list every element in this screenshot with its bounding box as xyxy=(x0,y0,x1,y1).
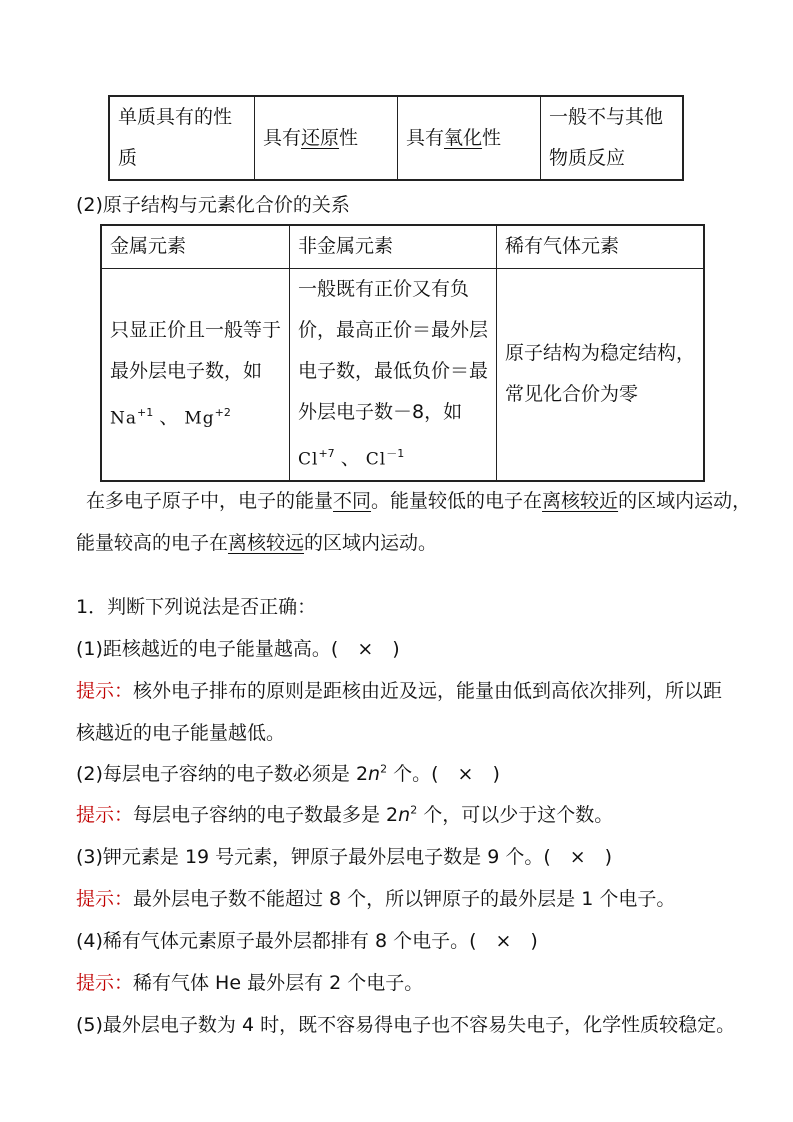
table-cell xyxy=(109,96,255,180)
variable: n xyxy=(368,763,381,785)
hint-line xyxy=(76,968,423,995)
valence-sup: +1 xyxy=(137,405,154,419)
question-heading: 1．判断下列说法是否正确： xyxy=(76,596,317,618)
table-cell xyxy=(541,96,684,180)
cell-text: 具有 xyxy=(263,126,302,149)
variable: n xyxy=(398,804,411,826)
element-symbol: Mg xyxy=(184,407,215,428)
section-heading: (2)原子结构与元素化合价的关系 xyxy=(76,194,350,216)
cell-text: 物质反应 xyxy=(549,147,626,169)
separator: 、 xyxy=(340,446,360,469)
hint-text: 每层电子容纳的电子数最多是 2 xyxy=(133,804,399,826)
cell-text: 一般既有正价又有负 xyxy=(298,277,470,300)
hint-label: 提示： xyxy=(76,804,134,826)
separator: 、 xyxy=(159,405,179,428)
valence-examples xyxy=(110,392,281,439)
header-cell: 金属元素 xyxy=(101,225,290,268)
cell-text: 外层电子数－8，如 xyxy=(298,400,463,423)
hint-text: 稀有气体 He 最外层有 2 个电子。 xyxy=(133,972,424,994)
cell-text: 价，最高正价＝最外层 xyxy=(298,318,489,341)
cell-text: 原子结构为稳定结构， xyxy=(505,342,696,365)
text: 。能量较低的电子在 xyxy=(371,490,543,512)
text: (2)每层电子容纳的电子数必须是 2 xyxy=(76,763,369,785)
hint-label: 提示： xyxy=(76,972,134,994)
properties-table xyxy=(108,95,684,181)
underlined-answer: 离核较近 xyxy=(542,490,619,512)
valence-sup: +2 xyxy=(214,405,231,419)
hint-text: 核外电子排布的原则是距核由近及远，能量由低到高依次排列，所以距 xyxy=(133,680,723,702)
hint-label: 提示： xyxy=(76,888,134,910)
hint-text: 最外层电子数不能超过 8 个，所以钾原子的最外层是 1 个电子。 xyxy=(133,888,676,910)
valence-table xyxy=(100,224,705,482)
underlined-answer: 离核较远 xyxy=(228,532,305,554)
header-cell: 稀有气体元素 xyxy=(497,225,705,268)
text: 能量较高的电子在 xyxy=(76,532,229,554)
question-item: (5)最外层电子数为 4 时，既不容易得电子也不容易失电子，化学性质较稳定。 xyxy=(76,1014,736,1036)
text: 在多电子原子中，电子的能量 xyxy=(86,490,334,512)
exponent: 2 xyxy=(380,762,388,776)
text: 的区域内运动。 xyxy=(304,532,438,554)
cell-text: 一般不与其他 xyxy=(549,106,664,128)
hint-label: 提示： xyxy=(76,680,134,702)
underlined-answer: 不同 xyxy=(333,490,372,512)
hint-line xyxy=(76,676,722,703)
text: 个。( × ) xyxy=(387,763,500,785)
underlined-answer: 氧化 xyxy=(444,126,483,149)
valence-sup: －1 xyxy=(386,446,405,460)
metal-cell xyxy=(101,268,290,481)
question-item: (1)距核越近的电子能量越高。( × ) xyxy=(76,638,400,660)
question-item: (4)稀有气体元素原子最外层都排有 8 个电子。( × ) xyxy=(76,930,538,952)
underlined-answer: 还原 xyxy=(301,126,340,149)
cell-text: 具有 xyxy=(406,126,445,149)
cell-text: 电子数，最低负价＝最 xyxy=(298,359,489,382)
noble-cell xyxy=(497,268,705,481)
question-item: (3)钾元素是 19 号元素，钾原子最外层电子数是 9 个。( × ) xyxy=(76,846,613,868)
cell-text: 单质具有的性 xyxy=(118,106,233,128)
element-symbol: Cl xyxy=(365,448,387,469)
hint-line xyxy=(76,884,675,911)
element-symbol: Cl xyxy=(298,448,319,469)
cell-text: 性 xyxy=(482,126,502,149)
valence-examples xyxy=(298,433,488,480)
table-cell xyxy=(255,96,398,180)
question-item xyxy=(76,759,500,786)
element-symbol: Na xyxy=(110,407,138,428)
header-cell: 非金属元素 xyxy=(290,225,497,268)
paragraph-line xyxy=(86,486,751,513)
text: 的区域内运动， xyxy=(618,490,752,512)
cell-text: 质 xyxy=(118,147,138,169)
paragraph-line xyxy=(76,528,437,555)
hint-text: 个，可以少于这个数。 xyxy=(417,804,614,826)
hint-line: 核越近的电子能量越低。 xyxy=(76,722,286,744)
cell-text: 性 xyxy=(339,126,359,149)
valence-sup: +7 xyxy=(318,446,335,460)
cell-text: 只显正价且一般等于 xyxy=(110,318,282,341)
cell-text: 最外层电子数，如 xyxy=(110,359,263,382)
nonmetal-cell xyxy=(290,268,497,481)
exponent: 2 xyxy=(410,803,418,817)
table-cell xyxy=(398,96,541,180)
hint-line xyxy=(76,800,613,827)
cell-text: 常见化合价为零 xyxy=(505,383,639,406)
